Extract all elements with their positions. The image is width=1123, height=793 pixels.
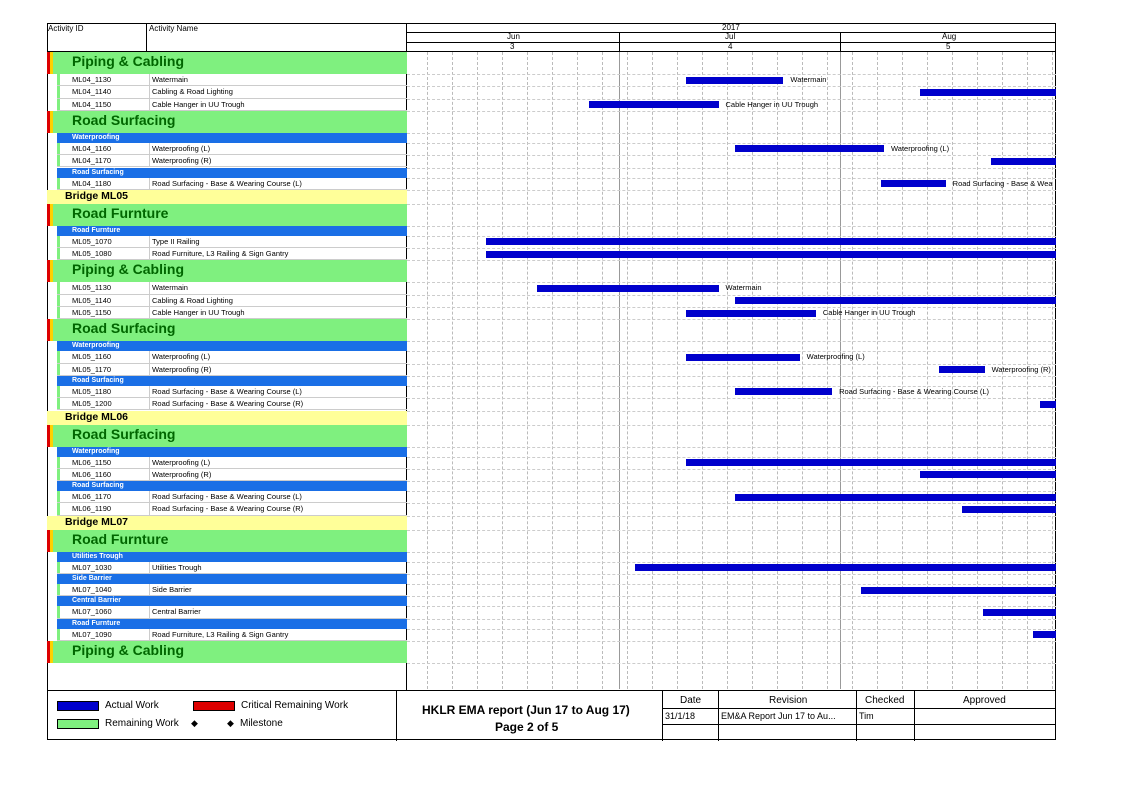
activity-row[interactable] [57,386,407,398]
activity-id: ML05_1080 [72,249,112,259]
activity-row[interactable] [57,282,407,294]
activity-name: Central Barrier [149,606,407,617]
subgroup-label: Road Furnture [72,226,121,234]
gantt-bar[interactable] [735,145,884,152]
subgroup-label: Road Surfacing [72,376,124,384]
subgroup-row[interactable] [57,341,407,351]
activity-row[interactable] [57,86,407,98]
subgroup-label: Side Barrier [72,575,112,582]
gantt-bar[interactable] [991,158,1056,165]
bridge-label: Bridge ML06 [65,410,129,423]
activity-id: ML05_1170 [72,364,112,374]
group-label: Road Surfacing [72,425,176,442]
activity-id: ML06_1170 [72,492,112,502]
activity-name: Road Furniture, L3 Railing & Sign Gantry [149,629,407,640]
gantt-bar[interactable] [635,564,1056,571]
activity-name: Utilities Trough [149,562,407,573]
subgroup-label: Road Surfacing [72,168,124,176]
legend-critical-swatch [193,701,235,711]
activity-id: ML04_1140 [72,87,112,97]
subgroup-row[interactable] [57,574,407,584]
gantt-bar[interactable] [920,89,1056,96]
gantt-bar[interactable] [686,354,800,361]
activity-id: ML05_1140 [72,295,112,305]
subgroup-label: Central Barrier [72,597,122,605]
gantt-bar[interactable] [589,101,719,108]
footer-checked: Tim [859,711,874,721]
gantt-bar-label: Waterproofing (R) [991,364,1051,374]
subgroup-label: Road Surfacing [72,482,124,490]
activity-name: Watermain [149,74,407,85]
activity-name: Cabling & Road Lighting [149,86,407,97]
group-row[interactable] [47,260,407,282]
footer-col-checked: Checked [865,695,905,706]
group-row[interactable] [47,111,407,133]
gantt-bar[interactable] [861,587,1056,594]
activity-id: ML05_1180 [72,386,112,396]
activity-name: Cable Hanger in UU Trough [149,99,407,110]
footer [47,690,1056,741]
gantt-bar[interactable] [1033,631,1056,638]
group-row[interactable] [47,204,407,226]
activity-id: ML04_1130 [72,75,112,84]
gantt-bar-label: Road Surfacing - Base & Wearing Course (L) [839,386,990,396]
activity-name: Waterproofing (R) [149,155,407,166]
subgroup-row[interactable] [57,133,407,143]
diamond-icon: ◆ [191,718,198,728]
timescale-q4: 4 [728,42,733,51]
activity-row[interactable] [57,469,407,481]
activity-id: ML04_1170 [72,156,112,166]
footer-col-date: Date [680,695,702,706]
header-activity-name[interactable]: Activity Name [149,24,198,33]
bridge-row[interactable] [47,190,407,204]
activity-name: Type II Railing [149,236,407,247]
gantt-bar[interactable] [486,238,1056,245]
gantt-bar[interactable] [735,297,1056,304]
subgroup-row[interactable] [57,168,407,178]
activity-name: Road Surfacing - Base & Wearing Course (L) [149,386,407,397]
activity-row[interactable] [57,178,407,190]
timescale-q5: 5 [946,42,951,51]
activity-name: Road Surfacing - Base & Wearing Course (L) [149,491,407,502]
bridge-row[interactable] [47,411,407,425]
activity-row[interactable] [57,351,407,363]
subgroup-row[interactable] [57,552,407,562]
timescale-month-jul: Jul [725,32,736,41]
activity-id: ML07_1060 [72,607,112,617]
gantt-bar-label: Road Surfacing - Base & Wea [952,178,1053,188]
gantt-bar[interactable] [983,609,1056,616]
report-title: HKLR EMA report (Jun 17 to Aug 17) [422,703,630,717]
gantt-bar-label: Waterproofing (L) [891,143,950,153]
activity-row[interactable] [57,248,407,260]
activity-row[interactable] [57,99,407,111]
subgroup-row[interactable] [57,376,407,386]
gantt-bar[interactable] [1040,401,1056,408]
gantt-bar-label: Watermain [790,75,827,84]
activity-row[interactable] [57,155,407,167]
activity-id: ML05_1200 [72,399,112,409]
group-row[interactable] [47,425,407,447]
timescale-month-jun: Jun [507,32,520,41]
footer-revision: EM&A Report Jun 17 to Au... [721,711,836,721]
legend-actual-work: Actual Work [105,700,159,711]
activity-id: ML05_1160 [72,352,112,362]
activity-id: ML07_1030 [72,562,112,572]
gantt-bar-label: Watermain [725,283,762,293]
activity-row[interactable] [57,295,407,307]
page-number: Page 2 of 5 [495,720,559,734]
activity-id: ML05_1150 [72,308,112,317]
group-row[interactable] [47,641,407,663]
legend-remaining-work: Remaining Work [105,718,179,729]
activity-row[interactable] [57,236,407,248]
footer-col-revision: Revision [769,695,808,706]
group-label: Road Furnture [72,530,169,547]
activity-id: ML06_1150 [72,457,112,467]
group-row[interactable] [47,530,407,552]
group-label: Road Surfacing [72,320,176,337]
subgroup-row[interactable] [57,226,407,236]
timescale-month-aug: Aug [942,32,957,41]
subgroup-label: Waterproofing [72,447,120,455]
subgroup-label: Utilities Trough [72,552,123,560]
activity-row[interactable] [57,74,407,86]
activity-name: Watermain [149,282,407,293]
group-row[interactable] [47,319,407,341]
legend-milestone: Milestone [240,718,283,729]
activity-row[interactable] [57,364,407,376]
activity-name: Side Barrier [149,584,407,595]
subgroup-label: Waterproofing [72,133,120,141]
activity-row[interactable] [57,584,407,596]
gantt-bar[interactable] [920,471,1056,478]
activity-id: ML06_1160 [72,469,112,479]
group-label: Road Surfacing [72,111,176,128]
gantt-bar[interactable] [686,310,816,317]
subgroup-row[interactable] [57,481,407,491]
timescale-q3: 3 [510,42,515,51]
activity-row[interactable] [57,457,407,469]
group-label: Piping & Cabling [72,53,184,69]
activity-id: ML05_1130 [72,283,112,293]
gantt-bar[interactable] [686,77,783,84]
activity-row[interactable] [57,503,407,515]
activity-name: Waterproofing (L) [149,457,407,468]
activity-row[interactable] [57,629,407,641]
gantt-bar[interactable] [686,459,1056,466]
activity-row[interactable] [57,562,407,574]
activity-name: Waterproofing (R) [149,364,407,375]
activity-id: ML04_1160 [72,143,112,153]
milestone-diamond-icon: ◆ [227,718,234,728]
subgroup-row[interactable] [57,447,407,457]
gantt-bar[interactable] [537,285,719,292]
footer-col-approved: Approved [963,695,1006,706]
gantt-chart-area [407,52,1056,689]
gantt-bar-label: Cable Hanger in UU Trough [822,308,916,317]
activity-id: ML07_1090 [72,629,112,639]
timescale-year: 2017 [722,23,740,32]
header-activity-id[interactable]: Activity ID [48,24,84,33]
activity-table [47,52,407,689]
activity-row[interactable] [57,398,407,410]
group-label: Piping & Cabling [72,261,184,278]
bridge-row[interactable] [47,516,407,530]
subgroup-label: Road Furnture [72,619,121,627]
legend-critical-remaining-work: Critical Remaining Work [241,700,349,711]
gantt-bar[interactable] [962,506,1056,513]
gantt-bar[interactable] [735,494,1056,501]
legend-remaining-swatch [57,719,99,729]
activity-name: Cabling & Road Lighting [149,295,407,306]
activity-name: Waterproofing (R) [149,469,407,480]
activity-name: Road Surfacing - Base & Wearing Course (R) [149,398,407,409]
activity-name: Road Furniture, L3 Railing & Sign Gantry [149,248,407,259]
activity-id: ML07_1040 [72,585,112,594]
activity-name: Cable Hanger in UU Trough [149,307,407,318]
activity-id: ML06_1190 [72,504,112,514]
subgroup-label: Waterproofing [72,342,120,350]
activity-name: Road Surfacing - Base & Wearing Course (R) [149,503,407,514]
gantt-bar-label: Waterproofing (L) [806,352,865,362]
gantt-bar-label: Cable Hanger in UU Trough [725,99,819,109]
group-row[interactable] [47,52,407,74]
subgroup-row[interactable] [57,596,407,606]
gantt-bar[interactable] [486,251,1056,258]
bridge-label: Bridge ML07 [65,515,129,528]
group-label: Road Furnture [72,204,169,221]
activity-name: Road Surfacing - Base & Wearing Course (L) [149,178,407,189]
gantt-bar[interactable] [881,180,946,187]
gantt-bar[interactable] [939,366,984,373]
activity-row[interactable] [57,307,407,319]
gantt-bar[interactable] [735,388,832,395]
activity-id: ML04_1150 [72,99,112,109]
activity-name: Waterproofing (L) [149,351,407,362]
subgroup-row[interactable] [57,619,407,629]
legend-actual-swatch [57,701,99,711]
activity-name: Waterproofing (L) [149,143,407,154]
activity-row[interactable] [57,606,407,618]
activity-id: ML04_1180 [72,178,112,188]
activity-row[interactable] [57,491,407,503]
group-label: Piping & Cabling [72,641,184,658]
activity-id: ML05_1070 [72,236,112,246]
bridge-label: Bridge ML05 [65,189,129,202]
activity-row[interactable] [57,143,407,155]
footer-date: 31/1/18 [665,711,696,721]
